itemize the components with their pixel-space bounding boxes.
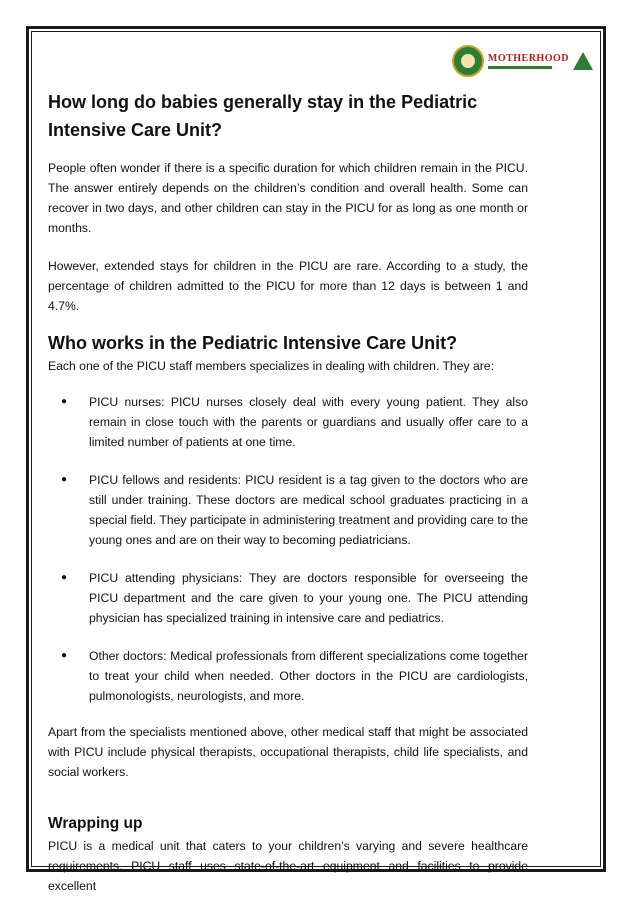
bullet-icon: ● (61, 650, 68, 661)
list-item (48, 568, 528, 628)
list-item-text: PICU fellows and residents: PICU resident is a tag given to the doctors who are still under training. These doctors are medical school graduates practicing in a special field. They participate in administering treatment and providing care to the young ones and are on their way to becoming pediatricians. (89, 473, 528, 547)
paragraph-extended-stays: However, extended stays for children in the PICU are rare. According to a study, the percentage of children admitted to the PICU for more than 12 days is between 1 and 4.7%. (48, 259, 528, 313)
logo-name: MOTHERHOOD (487, 52, 569, 64)
list-item (48, 470, 528, 550)
list-item-text: Other doctors: Medical professionals from different specializations come together to treat your child when needed. Other doctors in the PICU are cardiologists, pulmonologists, neurologists, and more. (89, 649, 528, 703)
article-content (48, 64, 528, 896)
paragraph-wrapping-up: PICU is a medical unit that caters to your children’s varying and severe healthcare requirements. PICU staff uses state-of-the-art equipment and facilities to provide excellent (48, 839, 528, 893)
accreditation-badge-icon (573, 52, 593, 70)
list-item (48, 392, 528, 452)
paragraph-other-staff: Apart from the specialists mentioned above, other medical staff that might be associated with PICU include physical therapists, occupational therapists, child life specialists, and social workers. (48, 725, 528, 779)
list-item-text: PICU nurses: PICU nurses closely deal with every young patient. They also remain in close touch with the parents or guardians and usually offer care to a limited number of patients at one time. (89, 395, 528, 449)
paragraph-staff-intro: Each one of the PICU staff members specializes in dealing with children. They are: (48, 359, 494, 373)
paragraph-stay-duration: People often wonder if there is a specific duration for which children remain in the PICU. The answer entirely depends on the children’s condition and overall health. Some can recover in two days, and other children can stay in the PICU for as long as one month or months. (48, 161, 528, 235)
bullet-icon: ● (61, 474, 68, 485)
heading-picu-staff: Who works in the Pediatric Intensive Care Unit? (48, 333, 458, 353)
heading-picu-stay: How long do babies generally stay in the Pediatric Intensive Care Unit? (48, 92, 478, 140)
heading-wrapping-up: Wrapping up (48, 815, 143, 832)
staff-list (48, 392, 528, 706)
list-item-text: PICU attending physicians: They are doctors responsible for overseeing the PICU department and the care given to your young one. The PICU attending physician has specialized training in intensive care and pediatrics. (89, 571, 528, 625)
bullet-icon: ● (61, 572, 68, 583)
list-item (48, 646, 528, 706)
bullet-icon: ● (61, 396, 68, 407)
